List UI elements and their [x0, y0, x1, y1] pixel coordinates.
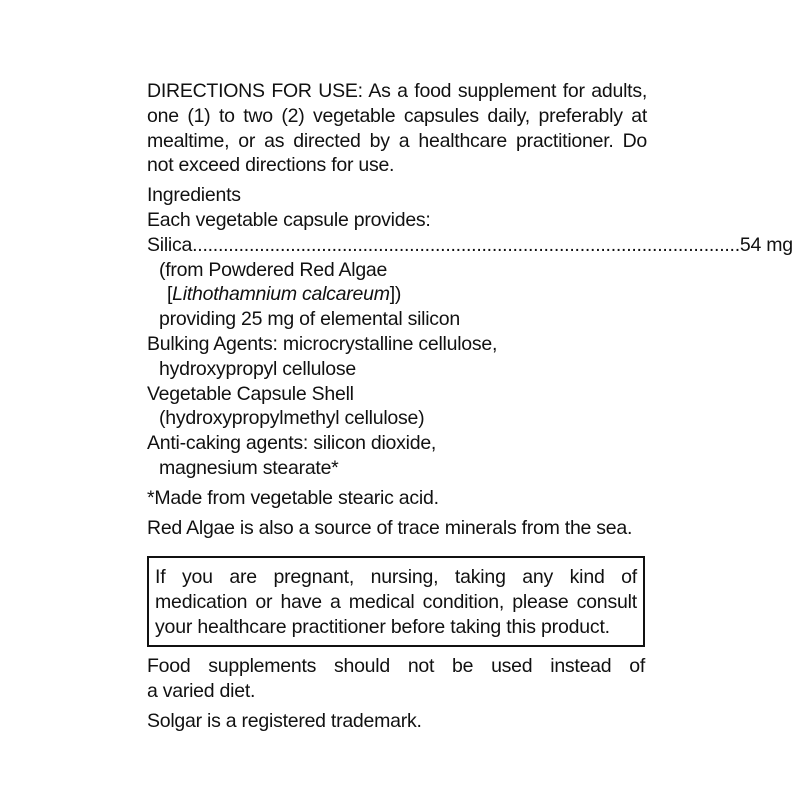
ingredients-section: [147, 183, 793, 540]
silica-row: [147, 233, 793, 258]
warning-line: medication or have a medical condition, please consult: [155, 591, 637, 613]
directions-line: one (1) to two (2) vegetable capsules daily, preferably at: [147, 104, 647, 127]
footnote: *Made from vegetable stearic acid.: [147, 486, 439, 509]
anti-caking-agents: Anti-caking agents: silicon dioxide,: [147, 432, 437, 455]
anti-caking-agents-cont: magnesium stearate*: [159, 456, 339, 479]
bulking-agents: Bulking Agents: microcrystalline cellulose,: [147, 332, 498, 355]
supplement-label-text: [147, 79, 793, 540]
warning-line: your healthcare practitioner before taking this product.: [155, 616, 610, 638]
elemental-silicon-line: providing 25 mg of elemental silicon: [159, 308, 461, 331]
bulking-agents-cont: hydroxypropyl cellulose: [159, 357, 356, 380]
capsule-shell-cont: (hydroxypropylmethyl cellulose): [159, 407, 425, 430]
food-supplement-note-cont: a varied diet.: [147, 679, 256, 702]
bracket-open: [: [167, 283, 173, 306]
warning-box: [147, 556, 645, 647]
warning-line: If you are pregnant, nursing, taking any kind of: [155, 566, 637, 588]
latin-name: Lithothamnium calcareum: [172, 283, 390, 306]
silica-source-line: (from Powdered Red Algae: [159, 258, 388, 281]
trademark-note: Solgar is a registered trademark.: [147, 709, 422, 732]
directions-line: not exceed directions for use.: [147, 154, 395, 177]
dot-leader: ..........................................................................................................: [192, 233, 740, 256]
footer-notes: [147, 654, 645, 733]
directions-line: DIRECTIONS FOR USE: As a food supplement for adults,: [147, 80, 647, 102]
directions-line: mealtime, or as directed by a healthcare practitioner. Do: [147, 129, 647, 152]
silica-amount: 54 mg: [739, 233, 793, 256]
silica-name: Silica: [147, 233, 193, 256]
ingredients-subheading: Each vegetable capsule provides:: [147, 208, 431, 231]
directions-for-use: [147, 79, 647, 178]
ingredients-heading: Ingredients: [147, 184, 241, 207]
red-algae-note: Red Algae is also a source of trace minerals from the sea.: [147, 516, 633, 539]
capsule-shell: Vegetable Capsule Shell: [147, 382, 354, 405]
bracket-close: ]): [389, 283, 402, 306]
silica-source-latin: [147, 282, 647, 307]
food-supplement-note: Food supplements should not be used instead of: [147, 655, 645, 677]
